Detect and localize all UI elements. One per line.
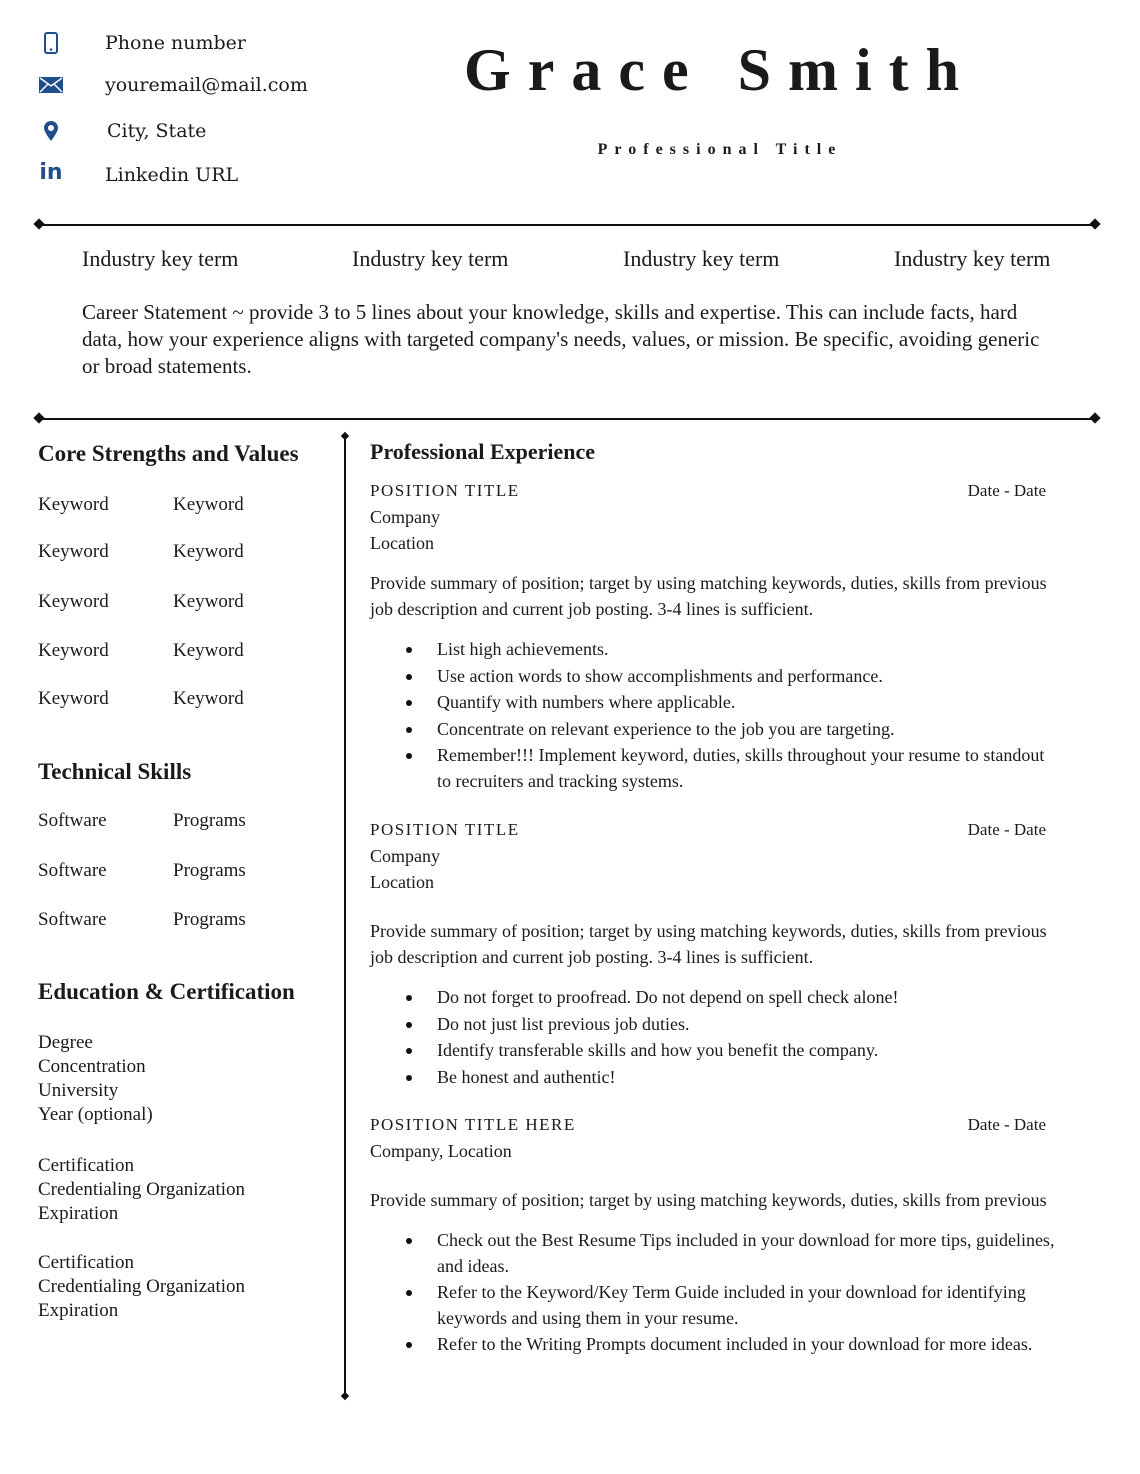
core-keyword: Keyword xyxy=(173,591,244,612)
divider-top xyxy=(37,224,1097,226)
technical-skill: Software xyxy=(38,810,107,831)
candidate-name: Grace Smith xyxy=(464,37,976,103)
technical-skill: Programs xyxy=(173,860,246,881)
contact-phone xyxy=(36,30,246,56)
core-keyword: Keyword xyxy=(38,688,109,709)
company-location: Company xyxy=(370,846,440,866)
bullet-list xyxy=(370,1228,1060,1358)
position-title: POSITION TITLE HERE xyxy=(370,1115,576,1134)
date-range: Date - Date xyxy=(967,481,1046,500)
contact-location xyxy=(36,118,206,144)
linkedin-text: Linkedin URL xyxy=(105,164,239,186)
bullet-item: Quantify with numbers where applicable. xyxy=(370,690,1060,716)
position-summary: Provide summary of position; target by using matching keywords, duties, skills from previous job description and current job posting. 3-4 lines is sufficient. xyxy=(370,573,1047,619)
experience-entry xyxy=(370,1112,1060,1359)
key-term: Industry key term xyxy=(352,246,509,271)
company-location: Location xyxy=(370,533,434,553)
bullet-item: Refer to the Keyword/Key Term Guide included in your download for identifying keywords and using them in your resume. xyxy=(370,1280,1060,1331)
core-keyword: Keyword xyxy=(173,494,244,515)
divider-middle xyxy=(37,418,1097,420)
bullet-item: Use action words to show accomplishments and performance. xyxy=(370,664,1060,690)
bullet-list xyxy=(370,985,1060,1090)
bullet-item: Refer to the Writing Prompts document included in your download for more ideas. xyxy=(370,1332,1060,1358)
contact-linkedin xyxy=(36,159,239,186)
key-term: Industry key term xyxy=(894,246,1051,271)
education-line: Expiration xyxy=(38,1300,119,1321)
date-range: Date - Date xyxy=(967,1115,1046,1134)
contact-email xyxy=(36,72,308,98)
location-text: City, State xyxy=(107,120,207,142)
education-line: Year (optional) xyxy=(38,1104,153,1125)
linkedin-icon: in xyxy=(39,159,63,185)
technical-skill: Software xyxy=(38,909,107,930)
column-divider xyxy=(344,436,346,1396)
core-strengths-heading: Core Strengths and Values xyxy=(38,441,299,466)
education-line: Credentialing Organization xyxy=(38,1179,246,1200)
phone-text: Phone number xyxy=(105,32,246,54)
date-range: Date - Date xyxy=(967,820,1046,839)
education-heading: Education & Certification xyxy=(38,979,295,1004)
education-line: Certification xyxy=(38,1155,135,1176)
bullet-list xyxy=(370,637,1060,794)
education-line: Certification xyxy=(38,1252,135,1273)
core-keyword: Keyword xyxy=(173,640,244,661)
key-term: Industry key term xyxy=(82,246,239,271)
experience-heading: Professional Experience xyxy=(370,439,596,464)
position-title: POSITION TITLE xyxy=(370,481,520,500)
position-summary: Provide summary of position; target by using matching keywords, duties, skills from previous job description and current job posting. 3-4 lines is sufficient. xyxy=(370,921,1047,967)
company-location: Location xyxy=(370,872,434,892)
professional-title: Professional Title xyxy=(597,141,843,158)
bullet-item: List high achievements. xyxy=(370,637,1060,663)
experience-entry xyxy=(370,478,1060,795)
core-keyword: Keyword xyxy=(38,541,109,562)
position-summary: Provide summary of position; target by using matching keywords, duties, skills from previous xyxy=(370,1190,1047,1210)
core-keyword: Keyword xyxy=(173,688,244,709)
career-statement: Career Statement ~ provide 3 to 5 lines about your knowledge, skills and expertise. This can include facts, hard data, how your experience aligns with targeted company's needs, values, or mission. Be specific, avoiding generic or broad statements. xyxy=(82,300,1040,378)
mail-icon xyxy=(36,72,66,98)
bullet-item: Do not forget to proofread. Do not depend on spell check alone! xyxy=(370,985,1060,1011)
company-location: Company xyxy=(370,507,440,527)
bullet-item: Concentrate on relevant experience to the job you are targeting. xyxy=(370,717,1060,743)
education-line: Concentration xyxy=(38,1056,146,1077)
education-block xyxy=(38,1154,245,1226)
bullet-item: Do not just list previous job duties. xyxy=(370,1012,1060,1038)
bullet-item: Check out the Best Resume Tips included in your download for more tips, guidelines, and ideas. xyxy=(370,1228,1060,1279)
bullet-item: Remember!!! Implement keyword, duties, skills throughout your resume to standout to recruiters and tracking systems. xyxy=(370,743,1060,794)
education-line: Credentialing Organization xyxy=(38,1276,246,1297)
technical-skill: Programs xyxy=(173,810,246,831)
key-term: Industry key term xyxy=(623,246,780,271)
core-keyword: Keyword xyxy=(38,494,109,515)
technical-skills-heading: Technical Skills xyxy=(38,759,192,784)
core-keyword: Keyword xyxy=(38,591,109,612)
education-line: University xyxy=(38,1080,119,1101)
education-line: Expiration xyxy=(38,1203,119,1224)
bullet-item: Be honest and authentic! xyxy=(370,1065,1060,1091)
technical-skill: Programs xyxy=(173,909,246,930)
experience-entry xyxy=(370,817,1060,1091)
phone-icon xyxy=(36,30,66,56)
core-keyword: Keyword xyxy=(38,640,109,661)
email-text: youremail@mail.com xyxy=(105,74,308,96)
position-title: POSITION TITLE xyxy=(370,820,520,839)
bullet-item: Identify transferable skills and how you benefit the company. xyxy=(370,1038,1060,1064)
education-block xyxy=(38,1031,153,1127)
technical-skill: Software xyxy=(38,860,107,881)
education-line: Degree xyxy=(38,1032,93,1053)
company-location: Company, Location xyxy=(370,1141,512,1161)
education-block xyxy=(38,1251,245,1323)
location-pin-icon xyxy=(36,118,66,144)
core-keyword: Keyword xyxy=(173,541,244,562)
